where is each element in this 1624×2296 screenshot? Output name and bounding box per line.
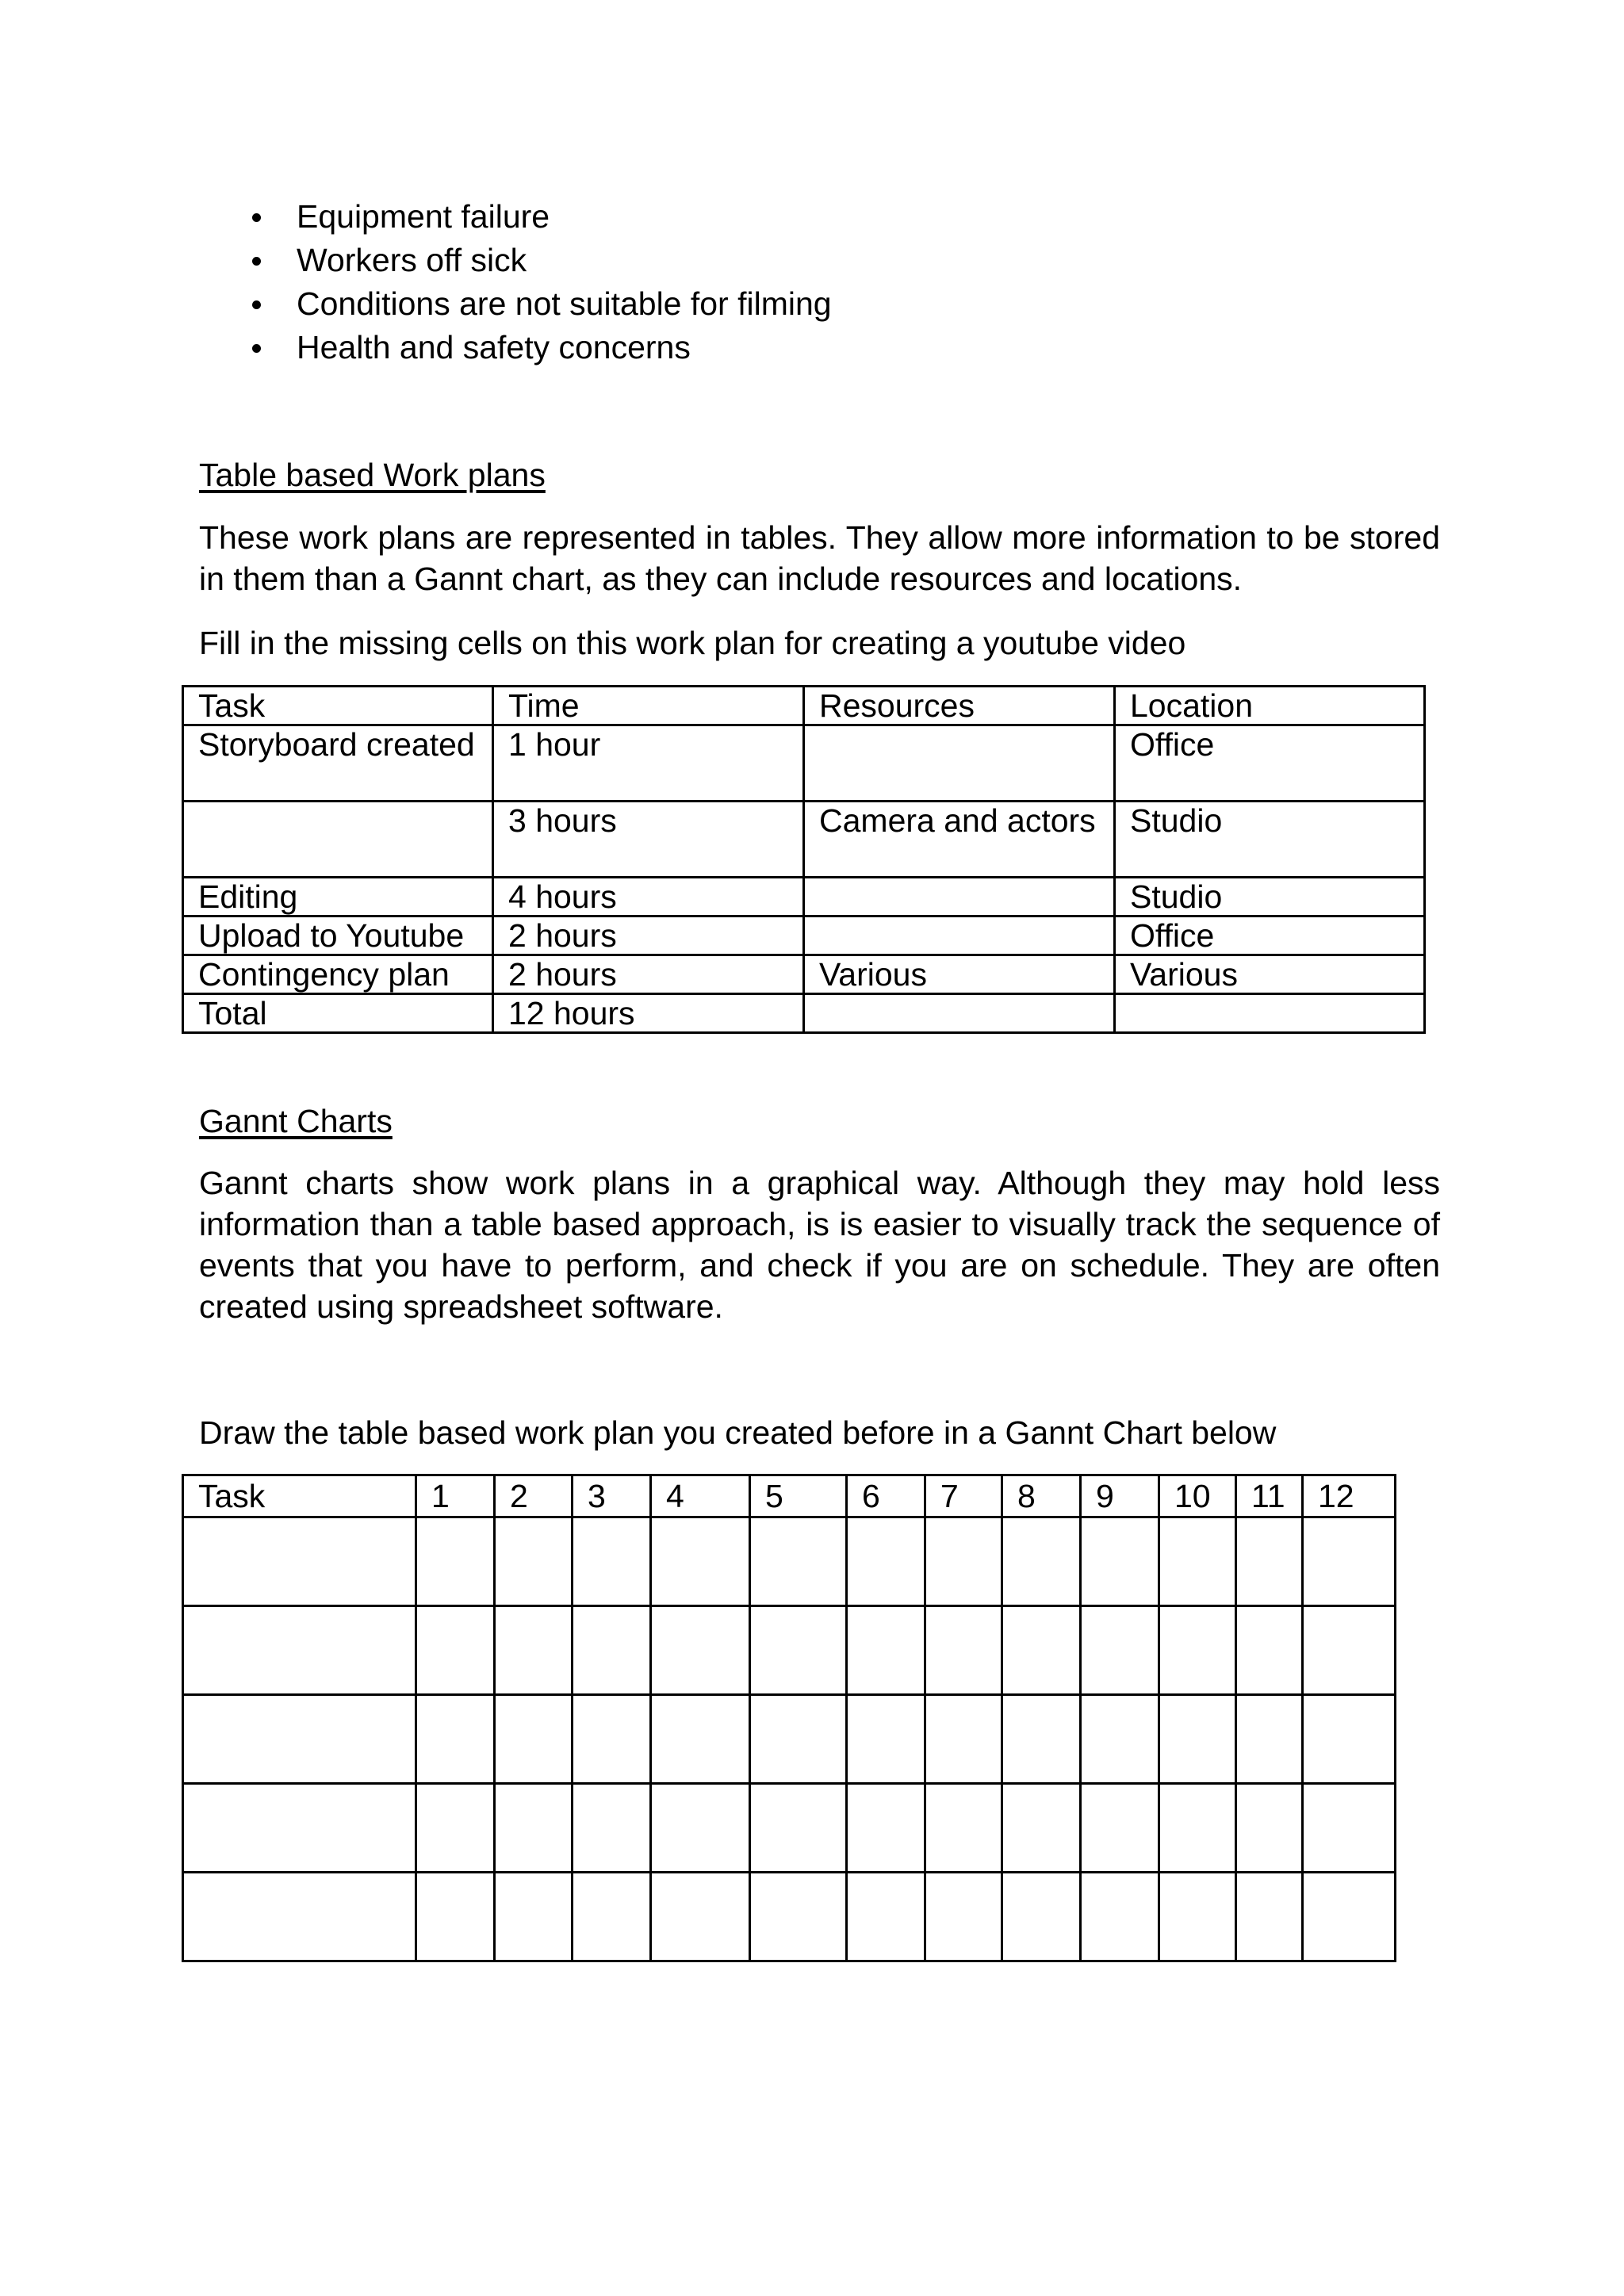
gantt-time-cell bbox=[495, 1517, 573, 1606]
gantt-time-cell bbox=[495, 1695, 573, 1784]
header-cell: Resources bbox=[804, 687, 1115, 725]
gantt-time-cell bbox=[1002, 1517, 1081, 1606]
gantt-time-cell bbox=[1159, 1784, 1236, 1873]
table-plans-paragraph: These work plans are represented in tables. They allow more information to be stored in them than a Gannt chart, as they can include resources and locations. bbox=[199, 519, 1440, 597]
gantt-time-cell bbox=[651, 1517, 750, 1606]
risk-bullet-list bbox=[246, 195, 832, 369]
table-cell bbox=[804, 725, 1115, 802]
gantt-time-cell bbox=[1303, 1606, 1396, 1695]
table-cell: 1 hour bbox=[493, 725, 804, 802]
gantt-time-cell bbox=[1159, 1695, 1236, 1784]
gantt-chart-table bbox=[182, 1474, 1396, 1962]
gantt-time-cell bbox=[416, 1695, 495, 1784]
gantt-time-cell bbox=[573, 1517, 651, 1606]
table-cell: Editing bbox=[183, 878, 493, 916]
gantt-time-cell bbox=[495, 1784, 573, 1873]
gantt-time-cell bbox=[1081, 1517, 1159, 1606]
gantt-time-cell bbox=[1303, 1873, 1396, 1961]
table-cell: Various bbox=[1115, 955, 1425, 994]
gantt-time-cell bbox=[1002, 1606, 1081, 1695]
gantt-time-cell bbox=[925, 1784, 1002, 1873]
gantt-header-step: 6 bbox=[847, 1475, 925, 1517]
gantt-time-cell bbox=[1081, 1606, 1159, 1695]
table-row bbox=[183, 955, 1425, 994]
gantt-empty-row bbox=[183, 1873, 1396, 1961]
gantt-time-cell bbox=[573, 1606, 651, 1695]
table-cell bbox=[804, 916, 1115, 955]
gantt-time-cell bbox=[416, 1517, 495, 1606]
table-cell: 4 hours bbox=[493, 878, 804, 916]
gantt-task-cell bbox=[183, 1695, 416, 1784]
gantt-time-cell bbox=[1236, 1517, 1303, 1606]
table-cell: Upload to Youtube bbox=[183, 916, 493, 955]
gantt-time-cell bbox=[1236, 1606, 1303, 1695]
gantt-time-cell bbox=[651, 1606, 750, 1695]
gantt-header-row bbox=[183, 1475, 1396, 1517]
table-cell bbox=[1115, 994, 1425, 1033]
gantt-header-step: 10 bbox=[1159, 1475, 1236, 1517]
header-cell: Time bbox=[493, 687, 804, 725]
gantt-empty-row bbox=[183, 1517, 1396, 1606]
gantt-time-cell bbox=[1002, 1695, 1081, 1784]
gantt-time-cell bbox=[847, 1606, 925, 1695]
gantt-header-step: 3 bbox=[573, 1475, 651, 1517]
gantt-header-step: 9 bbox=[1081, 1475, 1159, 1517]
gantt-time-cell bbox=[1303, 1517, 1396, 1606]
gantt-time-cell bbox=[750, 1695, 847, 1784]
gantt-heading: Gannt Charts bbox=[199, 1103, 393, 1139]
gantt-time-cell bbox=[1303, 1695, 1396, 1784]
gantt-time-cell bbox=[573, 1784, 651, 1873]
table-row bbox=[183, 916, 1425, 955]
table-cell: Camera and actors bbox=[804, 802, 1115, 878]
gantt-instruction: Draw the table based work plan you created before in a Gannt Chart below bbox=[199, 1414, 1277, 1451]
gantt-time-cell bbox=[750, 1517, 847, 1606]
table-cell: Office bbox=[1115, 725, 1425, 802]
gantt-time-cell bbox=[1159, 1606, 1236, 1695]
gantt-header-step: 5 bbox=[750, 1475, 847, 1517]
gantt-task-cell bbox=[183, 1784, 416, 1873]
gantt-time-cell bbox=[651, 1873, 750, 1961]
gantt-header-step: 12 bbox=[1303, 1475, 1396, 1517]
gantt-time-cell bbox=[1159, 1517, 1236, 1606]
gantt-time-cell bbox=[1236, 1873, 1303, 1961]
table-row bbox=[183, 878, 1425, 916]
table-cell bbox=[804, 994, 1115, 1033]
gantt-empty-row bbox=[183, 1695, 1396, 1784]
table-cell bbox=[183, 802, 493, 878]
gantt-time-cell bbox=[925, 1695, 1002, 1784]
gantt-time-cell bbox=[573, 1873, 651, 1961]
gantt-header-step: 7 bbox=[925, 1475, 1002, 1517]
gantt-paragraph: Gannt charts show work plans in a graphical way. Although they may hold less information than a table based approach, is is easier to visually track the sequence of events that you have to perform, and check if you are on schedule. They are often created using spreadsheet software. bbox=[199, 1165, 1440, 1325]
table-row bbox=[183, 725, 1425, 802]
gantt-time-cell bbox=[1236, 1695, 1303, 1784]
gantt-time-cell bbox=[1081, 1695, 1159, 1784]
gantt-time-cell bbox=[1303, 1784, 1396, 1873]
gantt-task-cell bbox=[183, 1517, 416, 1606]
table-cell: Storyboard created bbox=[183, 725, 493, 802]
header-cell: Location bbox=[1115, 687, 1425, 725]
gantt-time-cell bbox=[651, 1695, 750, 1784]
gantt-empty-row bbox=[183, 1784, 1396, 1873]
table-cell: Studio bbox=[1115, 802, 1425, 878]
gantt-time-cell bbox=[847, 1873, 925, 1961]
gantt-time-cell bbox=[416, 1606, 495, 1695]
table-row bbox=[183, 994, 1425, 1033]
gantt-task-cell bbox=[183, 1873, 416, 1961]
gantt-time-cell bbox=[847, 1517, 925, 1606]
gantt-time-cell bbox=[1236, 1784, 1303, 1873]
table-cell: Studio bbox=[1115, 878, 1425, 916]
gantt-time-cell bbox=[1081, 1784, 1159, 1873]
gantt-task-cell bbox=[183, 1606, 416, 1695]
gantt-time-cell bbox=[1159, 1873, 1236, 1961]
table-cell: Various bbox=[804, 955, 1115, 994]
gantt-time-cell bbox=[416, 1873, 495, 1961]
work-plan-instruction: Fill in the missing cells on this work plan for creating a youtube video bbox=[199, 625, 1186, 661]
bullet-item: Equipment failure bbox=[246, 195, 832, 239]
table-cell: 2 hours bbox=[493, 955, 804, 994]
bullet-item: Workers off sick bbox=[246, 239, 832, 282]
table-header-row bbox=[183, 687, 1425, 725]
gantt-header-step: 2 bbox=[495, 1475, 573, 1517]
gantt-time-cell bbox=[495, 1873, 573, 1961]
gantt-header-step: 4 bbox=[651, 1475, 750, 1517]
gantt-header-step: 1 bbox=[416, 1475, 495, 1517]
gantt-time-cell bbox=[750, 1606, 847, 1695]
gantt-header-step: 8 bbox=[1002, 1475, 1081, 1517]
gantt-time-cell bbox=[925, 1517, 1002, 1606]
table-cell bbox=[804, 878, 1115, 916]
gantt-time-cell bbox=[1081, 1873, 1159, 1961]
gantt-time-cell bbox=[750, 1784, 847, 1873]
table-cell: 3 hours bbox=[493, 802, 804, 878]
gantt-time-cell bbox=[1002, 1784, 1081, 1873]
gantt-time-cell bbox=[925, 1606, 1002, 1695]
gantt-time-cell bbox=[1002, 1873, 1081, 1961]
gantt-header-task: Task bbox=[183, 1475, 416, 1517]
gantt-time-cell bbox=[925, 1873, 1002, 1961]
gantt-body bbox=[183, 1517, 1396, 1961]
gantt-time-cell bbox=[847, 1784, 925, 1873]
table-cell: Total bbox=[183, 994, 493, 1033]
gantt-time-cell bbox=[416, 1784, 495, 1873]
table-cell: Office bbox=[1115, 916, 1425, 955]
gantt-time-cell bbox=[750, 1873, 847, 1961]
gantt-time-cell bbox=[573, 1695, 651, 1784]
table-cell: 2 hours bbox=[493, 916, 804, 955]
bullet-item: Conditions are not suitable for filming bbox=[246, 282, 832, 326]
gantt-time-cell bbox=[495, 1606, 573, 1695]
table-row bbox=[183, 802, 1425, 878]
bullet-item: Health and safety concerns bbox=[246, 326, 832, 369]
header-cell: Task bbox=[183, 687, 493, 725]
gantt-empty-row bbox=[183, 1606, 1396, 1695]
table-plans-heading: Table based Work plans bbox=[199, 457, 546, 493]
gantt-header-step: 11 bbox=[1236, 1475, 1303, 1517]
work-plan-table bbox=[182, 685, 1426, 1034]
table-cell: Contingency plan bbox=[183, 955, 493, 994]
table-cell: 12 hours bbox=[493, 994, 804, 1033]
gantt-time-cell bbox=[651, 1784, 750, 1873]
gantt-time-cell bbox=[847, 1695, 925, 1784]
